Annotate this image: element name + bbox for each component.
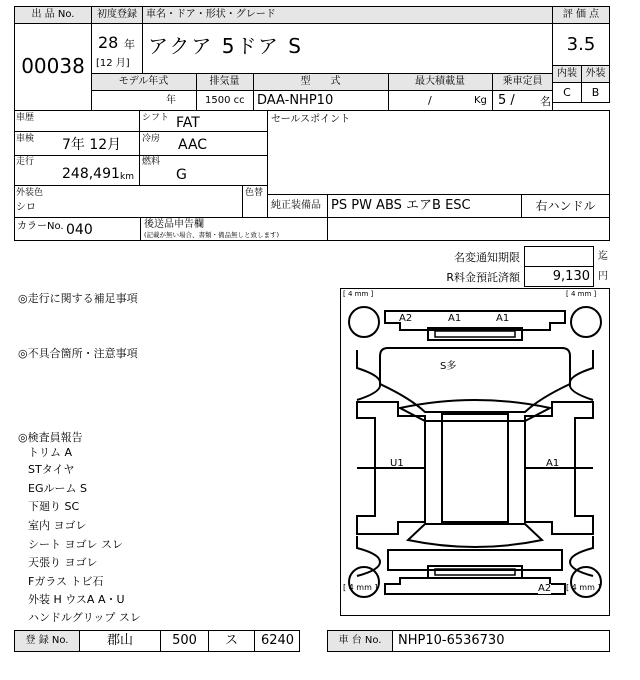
steering-value: 右ハンドル — [535, 199, 596, 213]
car-name-label: 車名・ドア・形状・グレード — [146, 9, 276, 20]
driving-notes-label: ◎走行に関する補足事項 — [18, 292, 138, 305]
tire-depth-front-right: [ 4 mm ] — [566, 290, 597, 298]
mileage-label: 走行 — [16, 157, 35, 167]
front-fender-left — [357, 350, 380, 400]
deadline-value-cell — [524, 246, 594, 267]
inspector-line: STタイヤ — [28, 463, 75, 476]
inspector-line: 外装 H ウスA A・U — [28, 593, 125, 606]
recycle-unit: 円 — [598, 271, 608, 282]
sales-point-label: セールスポイント — [271, 114, 351, 125]
inspector-line: 室内 ヨゴレ — [28, 519, 87, 532]
roof — [442, 414, 508, 522]
fuel-label: 燃料 — [142, 157, 161, 167]
lot-no-label: 出 品 No. — [31, 9, 75, 20]
first-reg-year-unit: 年 — [124, 38, 135, 51]
right-side-mark: A1 — [546, 458, 560, 469]
plate-label: 登 録 No. — [25, 635, 69, 646]
rear-bumper-mark: A2 — [538, 583, 552, 594]
rear-garnish — [428, 566, 522, 578]
model-year-label: モデル年式 — [118, 76, 169, 87]
inspector-line: 天張り ヨゴレ — [28, 556, 98, 569]
aftermarket-note: (記載が無い場合、書類・備品無しと致します) — [144, 231, 280, 239]
tire-rear-right — [571, 567, 601, 597]
chassis-label: 車 台 No. — [338, 635, 382, 646]
lot-number: 00038 — [21, 54, 85, 78]
rear-fender-left — [357, 536, 380, 576]
inspector-line: 下廻り SC — [28, 500, 80, 513]
tire-front-right — [571, 307, 601, 337]
exterior-color-value: シロ — [16, 202, 36, 213]
defects-label: ◎不具合箇所・注意事項 — [18, 347, 138, 360]
exterior-label: 外装 — [585, 68, 606, 79]
car-name: アクア 5ドア S — [148, 34, 303, 58]
rear-window — [408, 524, 542, 547]
deadline-unit: 迄 — [598, 251, 608, 262]
inspector-report-label: ◎検査員報告 — [18, 431, 83, 444]
front-bumper-mark: A2 — [399, 313, 413, 324]
color-change-label: 色替 — [245, 188, 264, 198]
tire-rear-left — [349, 567, 379, 597]
first-reg-month: [12 月] — [96, 58, 130, 69]
model-code: DAA-NHP10 — [257, 93, 334, 108]
exterior-grade: B — [591, 86, 600, 99]
inspector-line: トリム A — [28, 446, 73, 459]
ac-value: AAC — [178, 137, 208, 153]
aftermarket-label: 後送品申告欄 — [144, 219, 204, 230]
plate-number: 6240 — [260, 633, 295, 648]
model-year-unit: 年 — [166, 95, 176, 106]
inspection-value: 7年 12月 — [62, 137, 122, 153]
exterior-color-cell — [14, 185, 268, 218]
displacement-label: 排気量 — [209, 76, 240, 87]
inspection-label: 車検 — [16, 134, 35, 144]
rating-label: 評 価 点 — [562, 9, 600, 20]
displacement-value: 1500 cc — [205, 95, 245, 106]
history-label: 車歴 — [16, 113, 35, 123]
first-reg-year: 28 — [98, 33, 119, 52]
tire-depth-rear-left: [ 4 mm ] — [343, 583, 378, 592]
exterior-color-label: 外装色 — [16, 188, 44, 198]
deadline-label: 名変通知期限 — [454, 251, 520, 264]
capacity-value: 5 / — [498, 93, 515, 108]
tire-front-left — [349, 307, 379, 337]
front-bumper-mark: A1 — [448, 313, 462, 324]
inspector-line: ハンドルグリップ スレ — [28, 611, 141, 624]
mileage-unit: km — [120, 172, 134, 182]
details-block — [14, 110, 268, 186]
color-no-value: 040 — [66, 222, 93, 238]
max-load-unit: Kg — [474, 95, 487, 106]
rear-fender-right — [570, 536, 593, 576]
max-load-label: 最大積載量 — [415, 76, 465, 87]
inspector-line: EGルーム S — [28, 482, 87, 495]
chassis-number: NHP10-6536730 — [398, 633, 505, 648]
inspector-line: シート ヨゴレ スレ — [28, 538, 123, 551]
shift-label: シフト — [142, 113, 170, 123]
max-load-sep: / — [428, 94, 432, 107]
rating-value: 3.5 — [566, 34, 596, 55]
fuel-value: G — [176, 167, 187, 183]
plate-region: 郡山 — [106, 633, 133, 648]
model-code-label: 型 式 — [300, 76, 341, 87]
capacity-unit: 名 — [540, 95, 551, 108]
ac-label: 冷房 — [142, 134, 161, 144]
plate-class: 500 — [172, 633, 197, 648]
capacity-label: 乗車定員 — [502, 76, 543, 87]
equipment-label: 純正装備品 — [271, 200, 321, 211]
equipment-value: PS PW ABS エアB ESC — [331, 198, 471, 213]
front-bumper-mark: A1 — [496, 313, 510, 324]
mileage-value: 248,491 — [62, 166, 120, 182]
tire-depth-front-left: [ 4 mm ] — [343, 290, 374, 298]
shift-value: FAT — [176, 115, 200, 131]
first-reg-label: 初度登録 — [97, 9, 137, 20]
left-side-mark: U1 — [390, 458, 404, 469]
tire-depth-rear-right: [ 4 mm ] — [566, 583, 601, 592]
recycle-amount: 9,130 — [552, 269, 590, 284]
car-diagram — [340, 288, 610, 616]
inspector-line: Fガラス トビ石 — [28, 575, 104, 588]
recycle-label: R料金預託済額 — [446, 271, 520, 284]
plate-kana: ス — [224, 633, 238, 648]
color-no-label: カラーNo. — [17, 221, 64, 232]
hood — [380, 348, 570, 412]
front-fender-right — [570, 350, 593, 400]
interior-label: 内装 — [557, 68, 577, 79]
interior-grade: C — [563, 86, 571, 99]
hood-mark: S多 — [440, 361, 457, 372]
